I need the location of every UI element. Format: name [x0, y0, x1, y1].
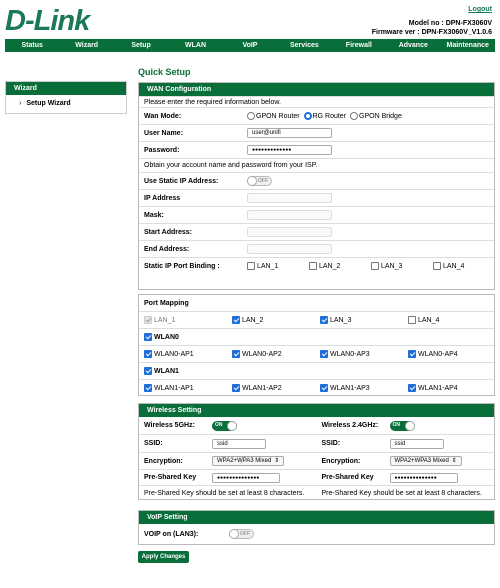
wireless-24g-label: Wireless 2.4GHz: — [321, 422, 379, 429]
ip-address-label: IP Address — [144, 194, 181, 202]
end-address-row — [139, 240, 494, 257]
nav-wizard[interactable]: Wizard — [75, 42, 99, 49]
wireless-5g-label: Wireless 5GHz: — [144, 422, 195, 429]
ssid-24g-input[interactable]: ssid — [390, 439, 444, 449]
checkbox-box — [433, 262, 441, 270]
select-value: WPA2+WPA3 Mixed — [217, 458, 272, 464]
wan-intro-row — [139, 96, 494, 107]
checkbox-label: LAN_1 — [257, 262, 279, 270]
checkbox-label: LAN_2 — [242, 316, 264, 324]
nav-maintenance[interactable]: Maintenance — [446, 42, 489, 49]
map-wlan1-ap1-checkbox[interactable] — [139, 384, 227, 392]
wan-intro-text: Please enter the required information below. — [144, 98, 281, 106]
binding-lan3-checkbox[interactable] — [371, 262, 433, 270]
mask-input[interactable] — [247, 210, 332, 220]
map-lan4-checkbox[interactable] — [403, 316, 491, 324]
checkbox-box — [320, 316, 328, 324]
psk-24g-label: Pre-Shared Key — [321, 474, 374, 481]
checkbox-label: WLAN1-AP1 — [154, 384, 194, 392]
radio-label: GPON Bridge — [359, 112, 402, 120]
checkbox-box — [408, 316, 416, 324]
psk-row — [139, 469, 494, 485]
checkbox-box — [232, 316, 240, 324]
updown-chevron-icon: ⇕ — [274, 458, 280, 464]
checkbox-label: LAN_1 — [154, 316, 176, 324]
map-lan1-checkbox[interactable] — [139, 316, 227, 324]
username-row — [139, 124, 494, 141]
checkbox-box — [371, 262, 379, 270]
sidebar-title: Wizard — [6, 82, 126, 95]
encryption-5g-select[interactable] — [212, 456, 284, 466]
checkbox-box — [408, 350, 416, 358]
voip-setting-panel — [138, 510, 495, 545]
ssid-row — [139, 434, 494, 452]
checkbox-label: LAN_4 — [443, 262, 465, 270]
encryption-24g-cell — [317, 456, 495, 466]
wan-mode-label: Wan Mode: — [144, 112, 182, 120]
start-address-input[interactable] — [247, 227, 332, 237]
end-address-label: End Address: — [144, 245, 190, 253]
firmware-version: Firmware ver : DPN-FX3060V_V1.0.6 — [371, 29, 492, 36]
page-title: Quick Setup — [138, 67, 191, 77]
radio-gpon-router[interactable] — [247, 112, 300, 120]
toggle-knob — [229, 529, 239, 539]
wireless-5g-toggle[interactable] — [212, 421, 237, 431]
toggle-text: OFF — [240, 531, 250, 537]
checkbox-box — [232, 384, 240, 392]
nav-voip[interactable]: VoIP — [242, 42, 258, 49]
select-value: WPA2+WPA3 Mixed — [394, 458, 449, 464]
nav-wlan[interactable]: WLAN — [185, 42, 207, 49]
wan-configuration-title: WAN Configuration — [139, 83, 494, 96]
wireless-24g-cell — [317, 421, 495, 431]
encryption-5g-label: Encryption: — [144, 457, 183, 465]
static-ip-toggle[interactable] — [247, 176, 272, 186]
checkbox-box — [408, 384, 416, 392]
checkbox-label: LAN_4 — [418, 316, 440, 324]
header — [0, 0, 500, 38]
psk-note-5g-cell — [139, 490, 317, 497]
isp-note-row — [139, 158, 494, 172]
map-wlan0-ap1-checkbox[interactable] — [139, 350, 227, 358]
checkbox-box — [144, 350, 152, 358]
psk-24g-cell — [317, 473, 495, 483]
voip-label: VOIP on (LAN3): — [144, 530, 199, 538]
ssid-24g-cell — [317, 439, 495, 449]
ssid-24g-label: SSID: — [321, 440, 341, 447]
password-label: Password: — [144, 146, 180, 154]
checkbox-box — [309, 262, 317, 270]
isp-note: Obtain your account name and password from your ISP. — [144, 162, 318, 169]
radio-gpon-bridge[interactable] — [350, 112, 402, 120]
binding-lan2-checkbox[interactable] — [309, 262, 371, 270]
voip-row — [139, 524, 494, 544]
wan-configuration-panel — [138, 82, 495, 290]
port-binding-label: Static IP Port Binding : — [144, 262, 220, 270]
psk-note-24g: Pre-Shared Key should be set at least 8 characters. — [321, 490, 482, 497]
wireless-24g-toggle[interactable] — [390, 421, 415, 431]
password-row — [139, 141, 494, 158]
checkbox-box — [144, 333, 152, 341]
encryption-row — [139, 452, 494, 469]
encryption-24g-label: Encryption: — [321, 457, 361, 465]
map-wlan1-ap3-checkbox[interactable] — [315, 384, 403, 392]
radio-rg-router[interactable] — [304, 112, 346, 120]
map-wlan0-checkbox[interactable] — [139, 333, 227, 341]
checkbox-box — [144, 367, 152, 375]
mask-row — [139, 206, 494, 223]
toggle-knob — [405, 421, 415, 431]
model-number: Model no : DPN-FX3060V — [408, 20, 492, 27]
checkbox-label: WLAN1-AP3 — [330, 384, 370, 392]
top-nav — [5, 39, 495, 52]
sidebar-item-setup-wizard[interactable] — [6, 95, 126, 113]
nav-setup[interactable]: Setup — [131, 42, 151, 49]
map-wlan0-ap3-checkbox[interactable] — [315, 350, 403, 358]
port-mapping-title: Port Mapping — [144, 299, 189, 307]
static-ip-row — [139, 172, 494, 189]
checkbox-label: WLAN0-AP3 — [330, 350, 370, 358]
port-mapping-title-row — [139, 295, 494, 311]
map-wlan0-ap2-checkbox[interactable] — [227, 350, 315, 358]
wireless-5g-cell — [139, 421, 317, 431]
psk-note-5g: Pre-Shared Key should be set at least 8 characters. — [144, 490, 305, 497]
checkbox-label: LAN_2 — [319, 262, 341, 270]
username-input[interactable]: user@unifi — [247, 128, 332, 138]
ssid-5g-input[interactable]: ssid — [212, 439, 266, 449]
checkbox-box — [320, 384, 328, 392]
wlan0-row — [139, 328, 494, 345]
checkbox-label: WLAN1-AP4 — [418, 384, 458, 392]
nav-status[interactable]: Status — [21, 42, 43, 49]
ip-address-input[interactable] — [247, 193, 332, 203]
checkbox-label: WLAN1 — [154, 367, 179, 375]
ssid-5g-label: SSID: — [144, 440, 163, 447]
ip-address-row — [139, 189, 494, 206]
map-wlan1-ap2-checkbox[interactable] — [227, 384, 315, 392]
psk-note-row — [139, 485, 494, 501]
updown-chevron-icon: ⇕ — [451, 458, 457, 464]
map-wlan1-ap4-checkbox[interactable] — [403, 384, 491, 392]
nav-services[interactable]: Services — [290, 42, 319, 49]
wireless-enable-row — [139, 417, 494, 434]
checkbox-box — [144, 316, 152, 324]
psk-5g-cell — [139, 473, 317, 483]
dlink-logo: D-Link — [5, 5, 90, 37]
end-address-input[interactable] — [247, 244, 332, 254]
toggle-knob — [227, 421, 237, 431]
checkbox-box — [144, 384, 152, 392]
start-address-row — [139, 223, 494, 240]
checkbox-label: WLAN0-AP2 — [242, 350, 282, 358]
radio-label: GPON Router — [256, 112, 300, 120]
apply-changes-button[interactable]: Apply Changes — [138, 551, 189, 563]
radio-label: RG Router — [312, 112, 347, 120]
checkbox-label: WLAN1-AP2 — [242, 384, 282, 392]
wan-mode-row — [139, 107, 494, 124]
psk-5g-input[interactable]: ●●●●●●●●●●●●●● — [212, 473, 280, 483]
username-label: User Name: — [144, 129, 183, 137]
checkbox-label: LAN_3 — [330, 316, 352, 324]
static-ip-label: Use Static IP Address: — [144, 177, 219, 185]
map-lan3-checkbox[interactable] — [315, 316, 403, 324]
password-input[interactable]: ●●●●●●●●●●●●● — [247, 145, 332, 155]
checkbox-label: LAN_3 — [381, 262, 403, 270]
nav-advance[interactable]: Advance — [398, 42, 428, 49]
toggle-knob — [247, 176, 257, 186]
encryption-24g-select[interactable] — [390, 456, 462, 466]
nav-firewall[interactable]: Firewall — [345, 42, 372, 49]
wlan1-row — [139, 362, 494, 379]
binding-lan1-checkbox[interactable] — [247, 262, 309, 270]
voip-toggle[interactable] — [229, 529, 254, 539]
logout-link[interactable]: Logout — [468, 6, 492, 13]
psk-24g-input[interactable]: ●●●●●●●●●●●●●● — [390, 473, 458, 483]
sidebar-item-label: Setup Wizard — [26, 100, 71, 107]
toggle-text: ON — [215, 421, 223, 428]
encryption-5g-cell — [139, 456, 317, 466]
checkbox-label: WLAN0-AP4 — [418, 350, 458, 358]
toggle-text: ON — [392, 421, 400, 428]
port-binding-row — [139, 257, 494, 274]
checkbox-box — [320, 350, 328, 358]
wireless-setting-title: Wireless Setting — [139, 404, 494, 417]
wlan1-aps-row — [139, 379, 494, 396]
checkbox-box — [232, 350, 240, 358]
toggle-text: OFF — [258, 178, 268, 184]
wlan0-aps-row — [139, 345, 494, 362]
model-info — [372, 19, 492, 37]
mask-label: Mask: — [144, 211, 164, 219]
psk-note-24g-cell — [317, 490, 495, 497]
chevron-right-icon: › — [19, 100, 22, 107]
port-mapping-panel — [138, 294, 495, 396]
radio-dot — [304, 112, 312, 120]
start-address-label: Start Address: — [144, 228, 192, 236]
checkbox-box — [247, 262, 255, 270]
voip-setting-title: VoIP Setting — [139, 511, 494, 524]
radio-dot — [350, 112, 358, 120]
map-lan2-checkbox[interactable] — [227, 316, 315, 324]
checkbox-label: WLAN0-AP1 — [154, 350, 194, 358]
map-wlan0-ap4-checkbox[interactable] — [403, 350, 491, 358]
map-wlan1-checkbox[interactable] — [139, 367, 227, 375]
wireless-setting-panel — [138, 403, 495, 500]
checkbox-label: WLAN0 — [154, 333, 179, 341]
radio-dot — [247, 112, 255, 120]
binding-lan4-checkbox[interactable] — [433, 262, 483, 270]
sidebar — [5, 81, 127, 114]
lan-mapping-row — [139, 311, 494, 328]
psk-5g-label: Pre-Shared Key — [144, 474, 197, 481]
ssid-5g-cell — [139, 439, 317, 449]
